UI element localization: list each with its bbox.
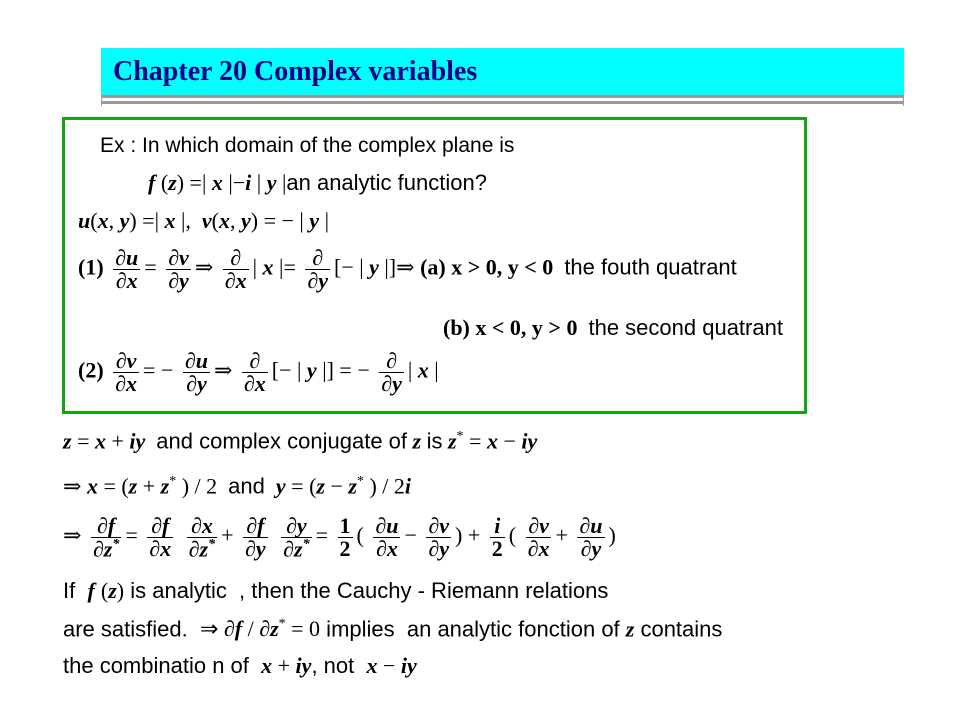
example-question-line: Ex : In which domain of the complex plane is bbox=[100, 134, 515, 157]
condition-1b bbox=[443, 317, 783, 339]
title-underline-tick bbox=[903, 98, 904, 106]
title-underline-tick bbox=[101, 98, 102, 106]
condition-1: (1) $\frac{\partial u}{\partial x}$ = $\frac{\partial v}{\partial y}$ ⇒ $\frac{\partial}{\partial x}$ | x |= $\frac{\partial}{\partial y}$ [− | y |]⇒ (a) x > 0, y < 0 the fouth quatrant bbox=[78, 245, 737, 293]
condition-1-label: (1) bbox=[78, 254, 104, 280]
slide-title: Chapter 20 Complex variables bbox=[113, 56, 478, 87]
example-function-line: f (z) =| x |−i | y |an analytic function? bbox=[148, 170, 487, 195]
quadrant-b-text: the second quatrant bbox=[588, 315, 783, 340]
title-underline bbox=[101, 101, 904, 104]
condition-1-result-a: (a) x > 0, y < 0 bbox=[420, 254, 554, 280]
quadrant-a-text: the fouth quatrant bbox=[564, 254, 737, 280]
chain-rule-line: ⇒ $\frac{\partial f}{\partial z^*}$ = $\frac{\partial f}{\partial x}$ $\frac{\partial x}{\partial z^*}$ + $\frac{\partial f}{\partial y}$ $\frac{\partial y}{\partial z^*}$ = $\frac{1}{2}$ ( $\frac{\partial u}{\partial x}$ − $\frac{\partial v}{\partial y}$ ) + $\frac{i}{2}$ ( $\frac{\partial v}{\partial x}$ + $\frac{\partial u}{\partial y}$ ) bbox=[63, 513, 616, 562]
xy-in-z-line: ⇒ x = (z + z* ) / 2 and y = (z − z* ) / 2i bbox=[63, 473, 412, 499]
uv-definition-line: u(x, y) =| x |, v(x, y) = − | y | bbox=[78, 208, 329, 233]
condition-2-label: (2) bbox=[78, 357, 104, 383]
condition-1-result-b: (b) x < 0, y > 0 bbox=[443, 315, 578, 340]
implies-symbol: ⇒ bbox=[63, 522, 82, 548]
combination-line: the combinatio n of x + iy, not x − iy bbox=[63, 653, 417, 678]
conjugate-definition-line: z = x + iy and complex conjugate of z is z* = x − iy bbox=[63, 428, 538, 454]
analytic-condition-line: If f (z) is analytic , then the Cauchy - Riemann relations bbox=[63, 578, 609, 603]
slide-title-bar bbox=[101, 48, 904, 98]
satisfied-line: are satisfied. ⇒ ∂f / ∂z* = 0 implies an analytic fonction of z contains bbox=[63, 616, 723, 642]
condition-2: (2) $\frac{\partial v}{\partial x}$ = − $\frac{\partial u}{\partial y}$ ⇒ $\frac{\partial}{\partial x}$ [− | y |] = − $\frac{\partial}{\partial y}$ | x | bbox=[78, 348, 439, 396]
